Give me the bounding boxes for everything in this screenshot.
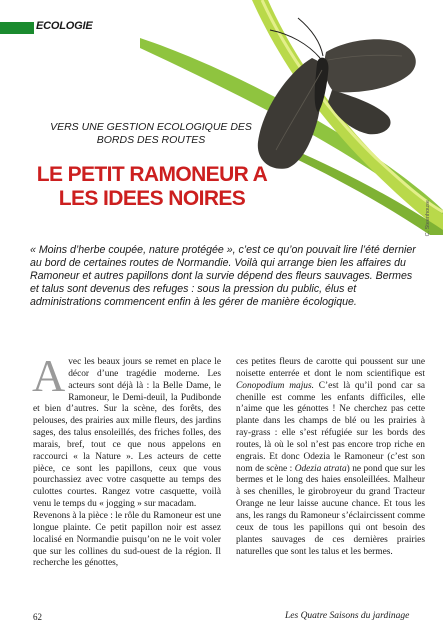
body-text: C’est là qu’il pond car sa chenille est comme les enfants difficiles, elle n’aime que les génottes ! Ne cherchez pas cette plante dans les champs de blé ou les prairies à ray-grass : elle s’est réfugiée sur les bords des routes, là où le sol n’est pas encore trop riche en engrais. Et donc Odezia le Ramoneur (c’est son nom de scène : <box>236 380 426 474</box>
body-text: ) ne pond que sur les bermes et le long des haies ensoleillées. Malheur à ses chenilles, le girobroyeur du grand Tracteur Orange ne leur laisse aucune chance. Et tous les ans, les rangs du Ramoneur s’éclaircissent comme ceux de tous les papillons qui ont besoin des plantes sauvages de ces dernières prairies naturelles que sont les talus et les bermes. <box>236 463 425 557</box>
section-color-bar <box>0 22 34 34</box>
article-headline: LE PETIT RAMONEUR A LES IDEES NOIRES <box>36 163 268 210</box>
body-column-right <box>236 357 425 558</box>
body-text: ces petites fleurs de carotte qui poussent sur une noisette enterrée et dont le nom scientifique est <box>236 357 425 379</box>
section-label: ECOLOGIE <box>36 20 93 32</box>
article-lead: « Moins d’herbe coupée, nature protégée », c’est ce qu’on pouvait lire l’été dernier au bord de certaines routes de Normandie. Voilà qui arrange bien les affaires du Ramoneur et autres papillons dont la survie dépend des fleurs sauvages. Bermes et talus sont devenus des refuges : sous la pression du public, élus et administrations commencent enfin à les gérer de manière écologique. <box>30 244 416 309</box>
scientific-name: Conopodium majus. <box>236 380 314 391</box>
scientific-name: Odezia atrata <box>294 463 347 474</box>
butterfly-right-wing <box>324 39 415 92</box>
butterfly-antenna-right <box>298 18 323 56</box>
body-paragraph: vec les beaux jours se remet en place le décor d’une tragédie moderne. Les acteurs sont déjà là : la Belle Dame, le Ramoneur, le Demi-deuil, la Pudibonde et bien d’autres. Sur la scène, des forêts, des pelouses, des prairies aux mille fleurs, des jardins sages, des talus ensoleillés, des friches folles, des marais, bref, tout ce que nous appelons en raccourci « la Nature ». Les acteurs de cette pièce, ce sont les papillons, ceux que vous pourchassiez avec votre casquette au temps des culottes courtes. Rangez votre casquette, voilà venu le temps du « jogging » sur macadam. <box>33 357 221 510</box>
page-number: 62 <box>33 612 42 622</box>
photo-credit: C. Steenhouse <box>425 200 431 237</box>
article-kicker: VERS UNE GESTION ECOLOGIQUE DES BORDS DES ROUTES <box>50 121 252 146</box>
body-column-left <box>32 350 221 570</box>
body-paragraph: Revenons à la pièce : le rôle du Ramoneur est une longue plainte. Ce petit papillon noir est assez localisé en Normandie puisqu’on ne le voit voler que sur les collines du sud-ouest de la région. Il recherche les génottes, <box>33 510 221 569</box>
running-title: Les Quatre Saisons du jardinage <box>285 611 410 621</box>
butterfly-left-wing <box>258 58 322 169</box>
drop-cap: A <box>32 350 66 401</box>
